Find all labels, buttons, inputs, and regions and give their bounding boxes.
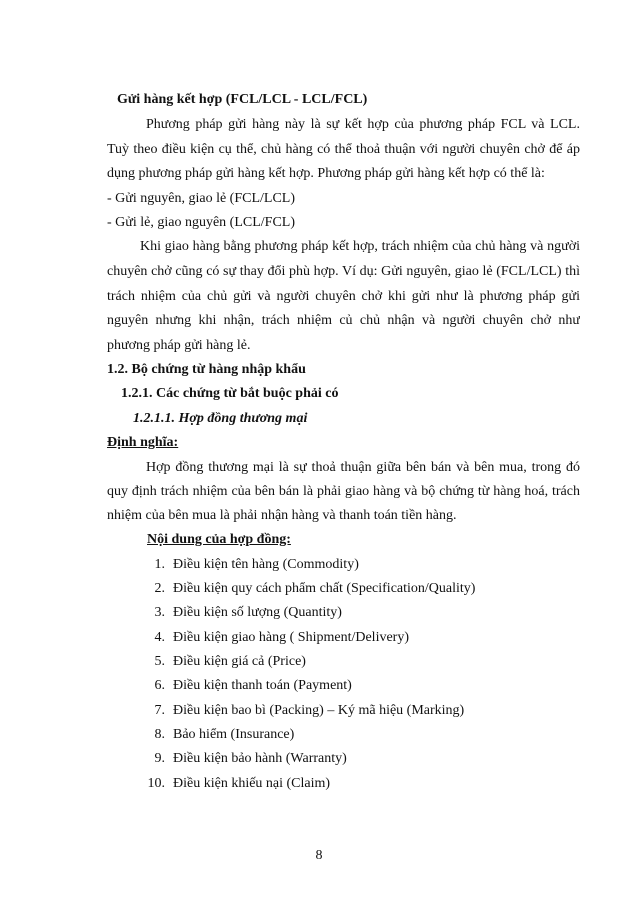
list-item: 1. Điều kiện tên hàng (Commodity)	[154, 557, 359, 572]
bullet-fcl-lcl: - Gửi nguyên, giao lẻ (FCL/LCL)	[107, 191, 296, 206]
contract-content-label: Nội dung của hợp đồng:	[147, 532, 291, 547]
section-heading-1-2: 1.2. Bộ chứng từ hàng nhập khẩu	[107, 362, 306, 377]
para1-line-2: Tuỳ theo điều kiện cụ thể, chủ hàng có thể thoả thuận với người chuyên chở để áp	[107, 142, 580, 157]
para3-line-1: Hợp đồng thương mại là sự thoả thuận giữa bên bán và bên mua, trong đó	[146, 460, 580, 475]
para3-line-3: nhiệm của bên mua là phải nhận hàng và thanh toán tiền hàng.	[107, 508, 457, 523]
definition-label: Định nghĩa:	[107, 435, 179, 450]
list-item: 7. Điều kiện bao bì (Packing) – Ký mã hiệu (Marking)	[154, 703, 465, 718]
para2-line-3: trách nhiệm của chủ gửi và người chuyên chở khi gửi như là phương pháp gửi	[107, 289, 580, 304]
bullet-lcl-fcl: - Gửi lẻ, giao nguyên (LCL/FCL)	[107, 215, 296, 230]
page-number: 8	[315, 848, 323, 863]
list-item: 9. Điều kiện bảo hành (Warranty)	[154, 751, 347, 766]
para2-line-2: chuyên chở cũng có sự thay đổi phù hợp. Ví dụ: Gửi nguyên, giao lẻ (FCL/LCL) thì	[107, 264, 580, 279]
section-heading-1-2-1-1: 1.2.1.1. Hợp đồng thương mại	[133, 411, 308, 426]
para2-line-4: nguyên nhưng khi nhận, trách nhiệm củ chủ nhận và người chuyên chở như	[107, 313, 580, 328]
para2-line-5: phương pháp gửi hàng lẻ.	[107, 338, 251, 353]
para2-line-1: Khi giao hàng bằng phương pháp kết hợp, trách nhiệm của chủ hàng và người	[140, 239, 580, 254]
para3-line-2: quy định trách nhiệm của bên bán là phải giao hàng và bộ chứng từ hàng hoá, trách	[107, 484, 580, 499]
list-item: 4. Điều kiện giao hàng ( Shipment/Delivery)	[154, 630, 409, 645]
para1-line-3: dụng phương pháp gửi hàng kết hợp. Phương pháp gửi hàng kết hợp có thể là:	[107, 166, 545, 181]
list-item: 2. Điều kiện quy cách phẩm chất (Specification/Quality)	[154, 581, 476, 596]
section-heading-1-2-1: 1.2.1. Các chứng từ bắt buộc phải có	[121, 386, 339, 401]
list-item: 8. Bảo hiểm (Insurance)	[154, 727, 295, 742]
list-item: 3. Điều kiện số lượng (Quantity)	[154, 605, 342, 620]
para1-line-1: Phương pháp gửi hàng này là sự kết hợp của phương pháp FCL và LCL.	[146, 117, 580, 132]
list-item: 6. Điều kiện thanh toán (Payment)	[154, 678, 352, 693]
list-item: 5. Điều kiện giá cả (Price)	[154, 654, 306, 669]
list-item: 10. Điều kiện khiếu nại (Claim)	[147, 776, 331, 791]
heading-combined-shipping: Gửi hàng kết hợp (FCL/LCL - LCL/FCL)	[117, 92, 368, 107]
